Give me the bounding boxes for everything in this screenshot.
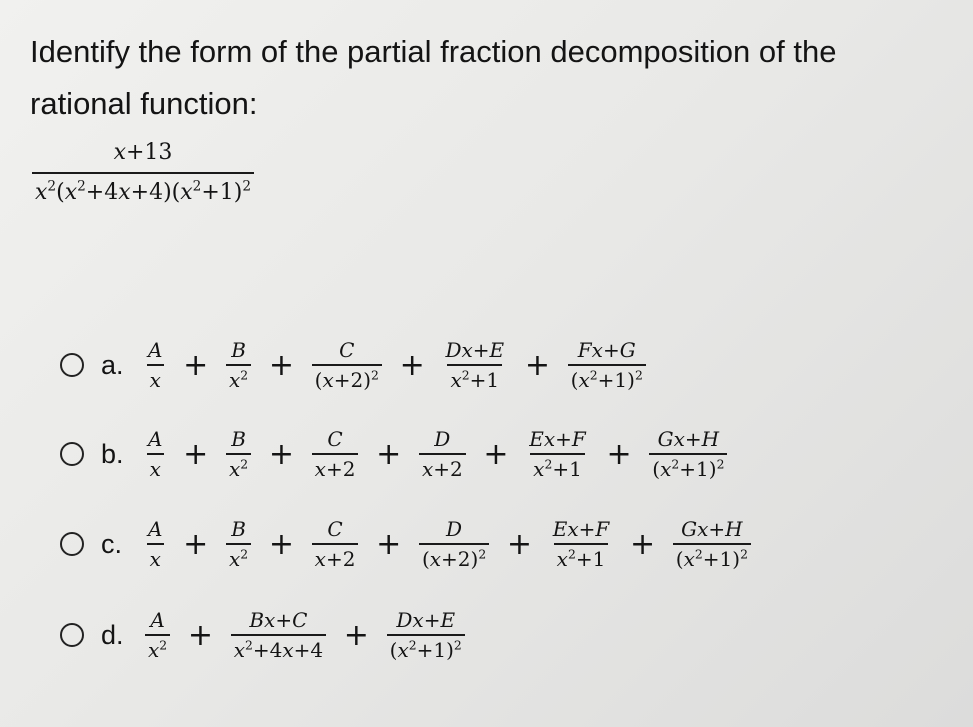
option-c[interactable]	[60, 517, 753, 571]
term-a4: $\frac{Dx+E}{x^2+1}$	[445, 338, 505, 392]
term-c2: $\frac{B}{x^2}$	[226, 517, 251, 571]
term-a2: $\frac{B}{x^2}$	[226, 338, 251, 392]
function-numerator: x+13	[113, 140, 173, 165]
option-d-expression: $\frac{A}{x^2}$ + $\frac{Bx+C}{x^2+4x+4}$ + $\frac{Dx+E}{(x^2+1)^2}$	[143, 608, 467, 662]
term-b6: $\frac{Gx+H}{(x^2+1)^2}$	[649, 427, 727, 481]
option-b-letter: b.	[101, 438, 124, 469]
term-c6: $\frac{Gx+H}{(x^2+1)^2}$	[673, 517, 751, 571]
term-c3: $\frac{C}{x+2}$	[312, 517, 359, 571]
term-c5: $\frac{Ex+F}{x^2+1}$	[552, 517, 610, 571]
option-b[interactable]	[60, 427, 729, 481]
option-d-radio[interactable]	[60, 623, 84, 647]
term-b2: $\frac{B}{x^2}$	[226, 427, 251, 481]
term-d3: $\frac{Dx+E}{(x^2+1)^2}$	[387, 608, 465, 662]
option-a-radio[interactable]	[60, 353, 84, 377]
option-c-expression: $\frac{A}{x}$ + $\frac{B}{x^2}$ + $\frac{C}{x+2}$ + $\frac{D}{(x+2)^2}$ + $\frac{Ex+F}{x^2+1}$ + $\frac{Gx+H}{(x^2+1)^2}$	[143, 517, 753, 571]
question-line-2: rational function:	[30, 86, 258, 121]
term-b3: $\frac{C}{x+2}$	[312, 427, 359, 481]
question-text	[30, 26, 960, 130]
term-c1: $\frac{A}{x}$	[148, 517, 163, 571]
option-a-letter: a.	[101, 349, 124, 380]
function-denominator: $x^2(x^2+4x+4)(x^2+1)^2$	[32, 172, 254, 205]
term-a5: $\frac{Fx+G}{(x^2+1)^2}$	[568, 338, 646, 392]
question-line-1: Identify the form of the partial fraction decomposition of the	[30, 34, 837, 69]
rational-function	[32, 140, 254, 205]
term-b5: $\frac{Ex+F}{x^2+1}$	[529, 427, 586, 481]
option-c-radio[interactable]	[60, 532, 84, 556]
term-a3: $\frac{C}{(x+2)^2}$	[312, 338, 382, 392]
option-d-letter: d.	[101, 619, 124, 650]
term-a1: $\frac{A}{x}$	[148, 338, 163, 392]
term-c4: $\frac{D}{(x+2)^2}$	[419, 517, 489, 571]
term-b4: $\frac{D}{x+2}$	[419, 427, 466, 481]
option-d[interactable]	[60, 608, 467, 662]
option-c-letter: c.	[101, 528, 123, 559]
term-d2: $\frac{Bx+C}{x^2+4x+4}$	[231, 608, 326, 662]
option-a[interactable]	[60, 338, 648, 392]
term-b1: $\frac{A}{x}$	[148, 427, 163, 481]
option-b-radio[interactable]	[60, 442, 84, 466]
term-d1: $\frac{A}{x^2}$	[145, 608, 170, 662]
option-b-expression: $\frac{A}{x}$ + $\frac{B}{x^2}$ + $\frac{C}{x+2}$ + $\frac{D}{x+2}$ + $\frac{Ex+F}{x^2+1}$ + $\frac{Gx+H}{(x^2+1)^2}$	[143, 427, 729, 481]
option-a-expression: $\frac{A}{x}$ + $\frac{B}{x^2}$ + $\frac{C}{(x+2)^2}$ + $\frac{Dx+E}{x^2+1}$ + $\frac{Fx+G}{(x^2+1)^2}$	[143, 338, 648, 392]
